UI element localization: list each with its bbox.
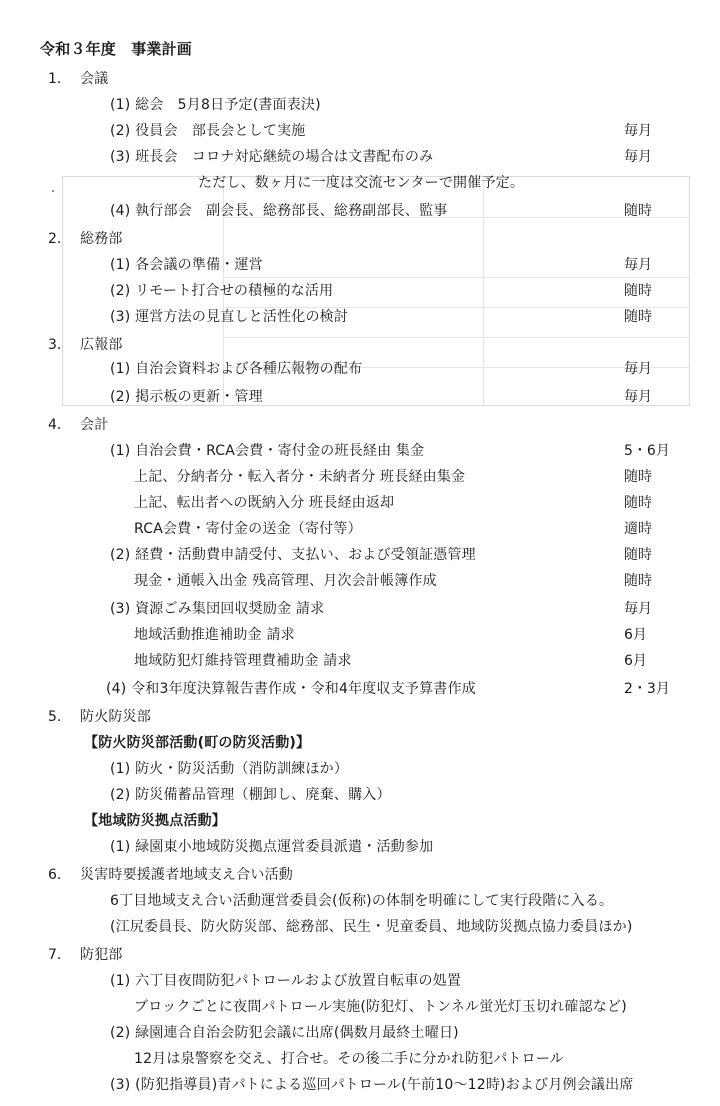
plan-frequency: 随時 (624, 283, 652, 299)
plan-item: (2) 経費・活動費申請受付、支払い、および受領証憑管理 (110, 547, 476, 563)
section-number: 7. (48, 947, 62, 963)
plan-item: (1) 自治会資料および各種広報物の配布 (110, 361, 363, 377)
section-heading: 広報部 (80, 337, 123, 353)
subsection-heading: 【防火防災部活動(町の防災活動)】 (84, 735, 311, 751)
plan-frequency: 随時 (624, 309, 652, 325)
plan-frequency: 毎月 (624, 257, 652, 273)
plan-frequency: 随時 (624, 573, 652, 589)
plan-item: (2) 掲示板の更新・管理 (110, 389, 263, 405)
plan-item: (1) 総会 5月8日予定(書面表決) (110, 97, 321, 113)
plan-frequency: 毎月 (624, 123, 652, 139)
plan-frequency: 2・3月 (624, 681, 670, 697)
section-number: 6. (48, 867, 62, 883)
plan-frequency: 6月 (624, 653, 647, 669)
section-heading: 会議 (80, 71, 109, 87)
plan-frequency: 随時 (624, 203, 652, 219)
plan-frequency: 毎月 (624, 361, 652, 377)
plan-frequency: 毎月 (624, 149, 652, 165)
plan-item: (4) 令和3年度決算報告書作成・令和4年度収支予算書作成 (106, 681, 476, 697)
plan-item: (1) 緑園東小地域防災拠点運営委員派遣・活動参加 (110, 839, 434, 855)
section-heading: 災害時要援護者地域支え合い活動 (80, 867, 293, 883)
plan-subitem: RCA会費・寄付金の送金（寄付等） (134, 521, 362, 537)
speck-mark (52, 190, 54, 192)
plan-item: (1) 各会議の準備・運営 (110, 257, 263, 273)
plan-frequency: 随時 (624, 547, 652, 563)
plan-item: (1) 六丁目夜間防犯パトロールおよび放置自転車の処置 (110, 973, 462, 989)
plan-subitem: 現金・通帳入出金 残高管理、月次会計帳簿作成 (134, 573, 437, 589)
plan-subitem: ブロックごとに夜間パトロール実施(防犯灯、トンネル蛍光灯玉切れ確認など) (134, 999, 627, 1015)
section-heading: 防犯部 (80, 947, 123, 963)
plan-item: (3) 運営方法の見直しと活性化の検討 (110, 309, 349, 325)
plan-item: 6丁目地域支え合い活動運営委員会(仮称)の体制を明確にして実行段階に入る。 (110, 893, 614, 909)
plan-item: (2) 役員会 部長会として実施 (110, 123, 306, 139)
document-title: 令和３年度 事業計画 (40, 40, 193, 58)
plan-frequency: 毎月 (624, 601, 652, 617)
plan-item: (1) 防火・防災活動（消防訓練ほか） (110, 761, 349, 777)
section-heading: 会計 (80, 417, 109, 433)
plan-item: (1) 自治会費・RCA会費・寄付金の班長経由 集金 (110, 443, 425, 459)
plan-frequency: 適時 (624, 521, 652, 537)
section-heading: 防火防災部 (80, 709, 151, 725)
plan-item: (3) (防犯指導員)青パトによる巡回パトロール(午前10〜12時)および月例会議出席 (110, 1077, 634, 1093)
plan-subitem: 上記、分納者分・転入者分・未納者分 班長経由集金 (134, 469, 466, 485)
section-number: 5. (48, 709, 62, 725)
plan-item: (2) 緑園連合自治会防犯会議に出席(偶数月最終土曜日) (110, 1025, 459, 1041)
plan-item: (4) 執行部会 副会長、総務部長、総務副部長、監事 (110, 203, 448, 219)
plan-frequency: 随時 (624, 495, 652, 511)
section-number: 4． (48, 417, 71, 433)
plan-frequency: 6月 (624, 627, 647, 643)
plan-item: (2) リモート打合せの積極的な活用 (110, 283, 334, 299)
plan-note: (江尻委員長、防火防災部、総務部、民生・児童委員、地域防災拠点協力委員ほか) (110, 919, 633, 935)
plan-frequency: 毎月 (624, 389, 652, 405)
plan-item: (3) 資源ごみ集団回収奨励金 請求 (110, 601, 325, 617)
plan-item: (3) 班長会 コロナ対応継続の場合は文書配布のみ (110, 149, 434, 165)
plan-subitem: 上記、転出者への既納入分 班長経由返却 (134, 495, 395, 511)
plan-subitem: 地域活動推進補助金 請求 (134, 627, 295, 643)
section-number: 1． (48, 71, 71, 87)
plan-subitem: 12月は泉警察を交え、打合せ。その後二手に分かれ防犯パトロール (134, 1051, 564, 1067)
plan-item: (2) 防災備蓄品管理（棚卸し、廃棄、購入） (110, 787, 391, 803)
section-number: 3． (48, 337, 71, 353)
section-number: 2. (48, 231, 62, 247)
plan-note: ただし、数ヶ月に一度は交流センターで開催予定。 (198, 175, 525, 191)
subsection-heading: 【地域防災拠点活動】 (84, 813, 226, 829)
plan-frequency: 随時 (624, 469, 652, 485)
plan-frequency: 5・6月 (624, 443, 670, 459)
section-heading: 総務部 (80, 231, 123, 247)
plan-subitem: 地域防犯灯維持管理費補助金 請求 (134, 653, 352, 669)
